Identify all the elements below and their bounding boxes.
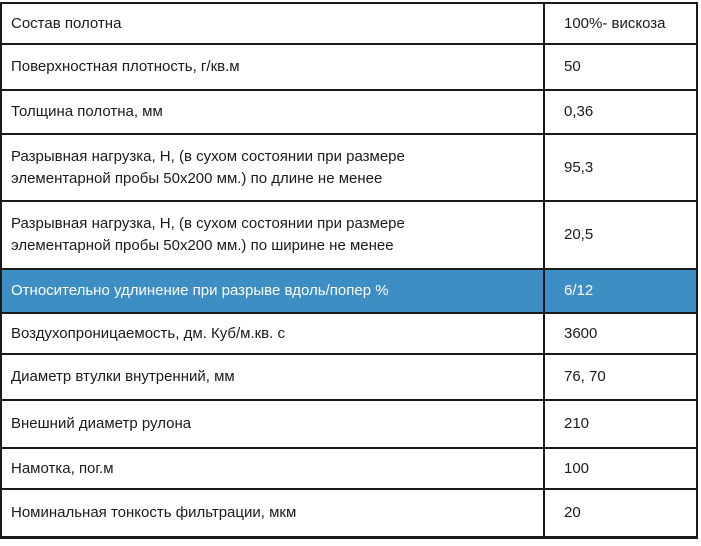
value-cell: 6/12: [544, 269, 697, 313]
parameter-cell: Разрывная нагрузка, Н, (в сухом состоянии при размере элементарной пробы 50х200 мм.) по ширине не менее: [1, 201, 544, 269]
parameter-cell: Толщина полотна, мм: [1, 90, 544, 134]
value-cell: 210: [544, 400, 697, 448]
value-cell: 20: [544, 489, 697, 537]
table-row-highlighted: [1, 269, 697, 313]
value-cell: 3600: [544, 313, 697, 354]
value-cell: 0,36: [544, 90, 697, 134]
parameter-cell: Намотка, пог.м: [1, 448, 544, 489]
table-row: [1, 400, 697, 448]
table-row: [1, 448, 697, 489]
table-row: [1, 3, 697, 44]
parameter-cell: Разрывная нагрузка, Н, (в сухом состоянии при размере элементарной пробы 50х200 мм.) по длине не менее: [1, 134, 544, 201]
value-cell: 100: [544, 448, 697, 489]
table-row: [1, 489, 697, 537]
value-cell: 100%- вискоза: [544, 3, 697, 44]
parameter-cell: Номинальная тонкость фильтрации, мкм: [1, 489, 544, 537]
table-row: [1, 354, 697, 400]
parameter-cell: Внешний диаметр рулона: [1, 400, 544, 448]
parameter-cell: Относительно удлинение при разрыве вдоль/попер %: [1, 269, 544, 313]
table-row: [1, 313, 697, 354]
table-row: [1, 90, 697, 134]
table-row: [1, 44, 697, 90]
specs-table-body: [1, 3, 697, 537]
specs-table: [0, 2, 698, 539]
table-row: [1, 134, 697, 201]
parameter-cell: Состав полотна: [1, 3, 544, 44]
parameter-cell: Поверхностная плотность, г/кв.м: [1, 44, 544, 90]
value-cell: 20,5: [544, 201, 697, 269]
parameter-cell: Воздухопроницаемость, дм. Куб/м.кв. с: [1, 313, 544, 354]
value-cell: 50: [544, 44, 697, 90]
table-row: [1, 201, 697, 269]
value-cell: 95,3: [544, 134, 697, 201]
parameter-cell: Диаметр втулки внутренний, мм: [1, 354, 544, 400]
value-cell: 76, 70: [544, 354, 697, 400]
